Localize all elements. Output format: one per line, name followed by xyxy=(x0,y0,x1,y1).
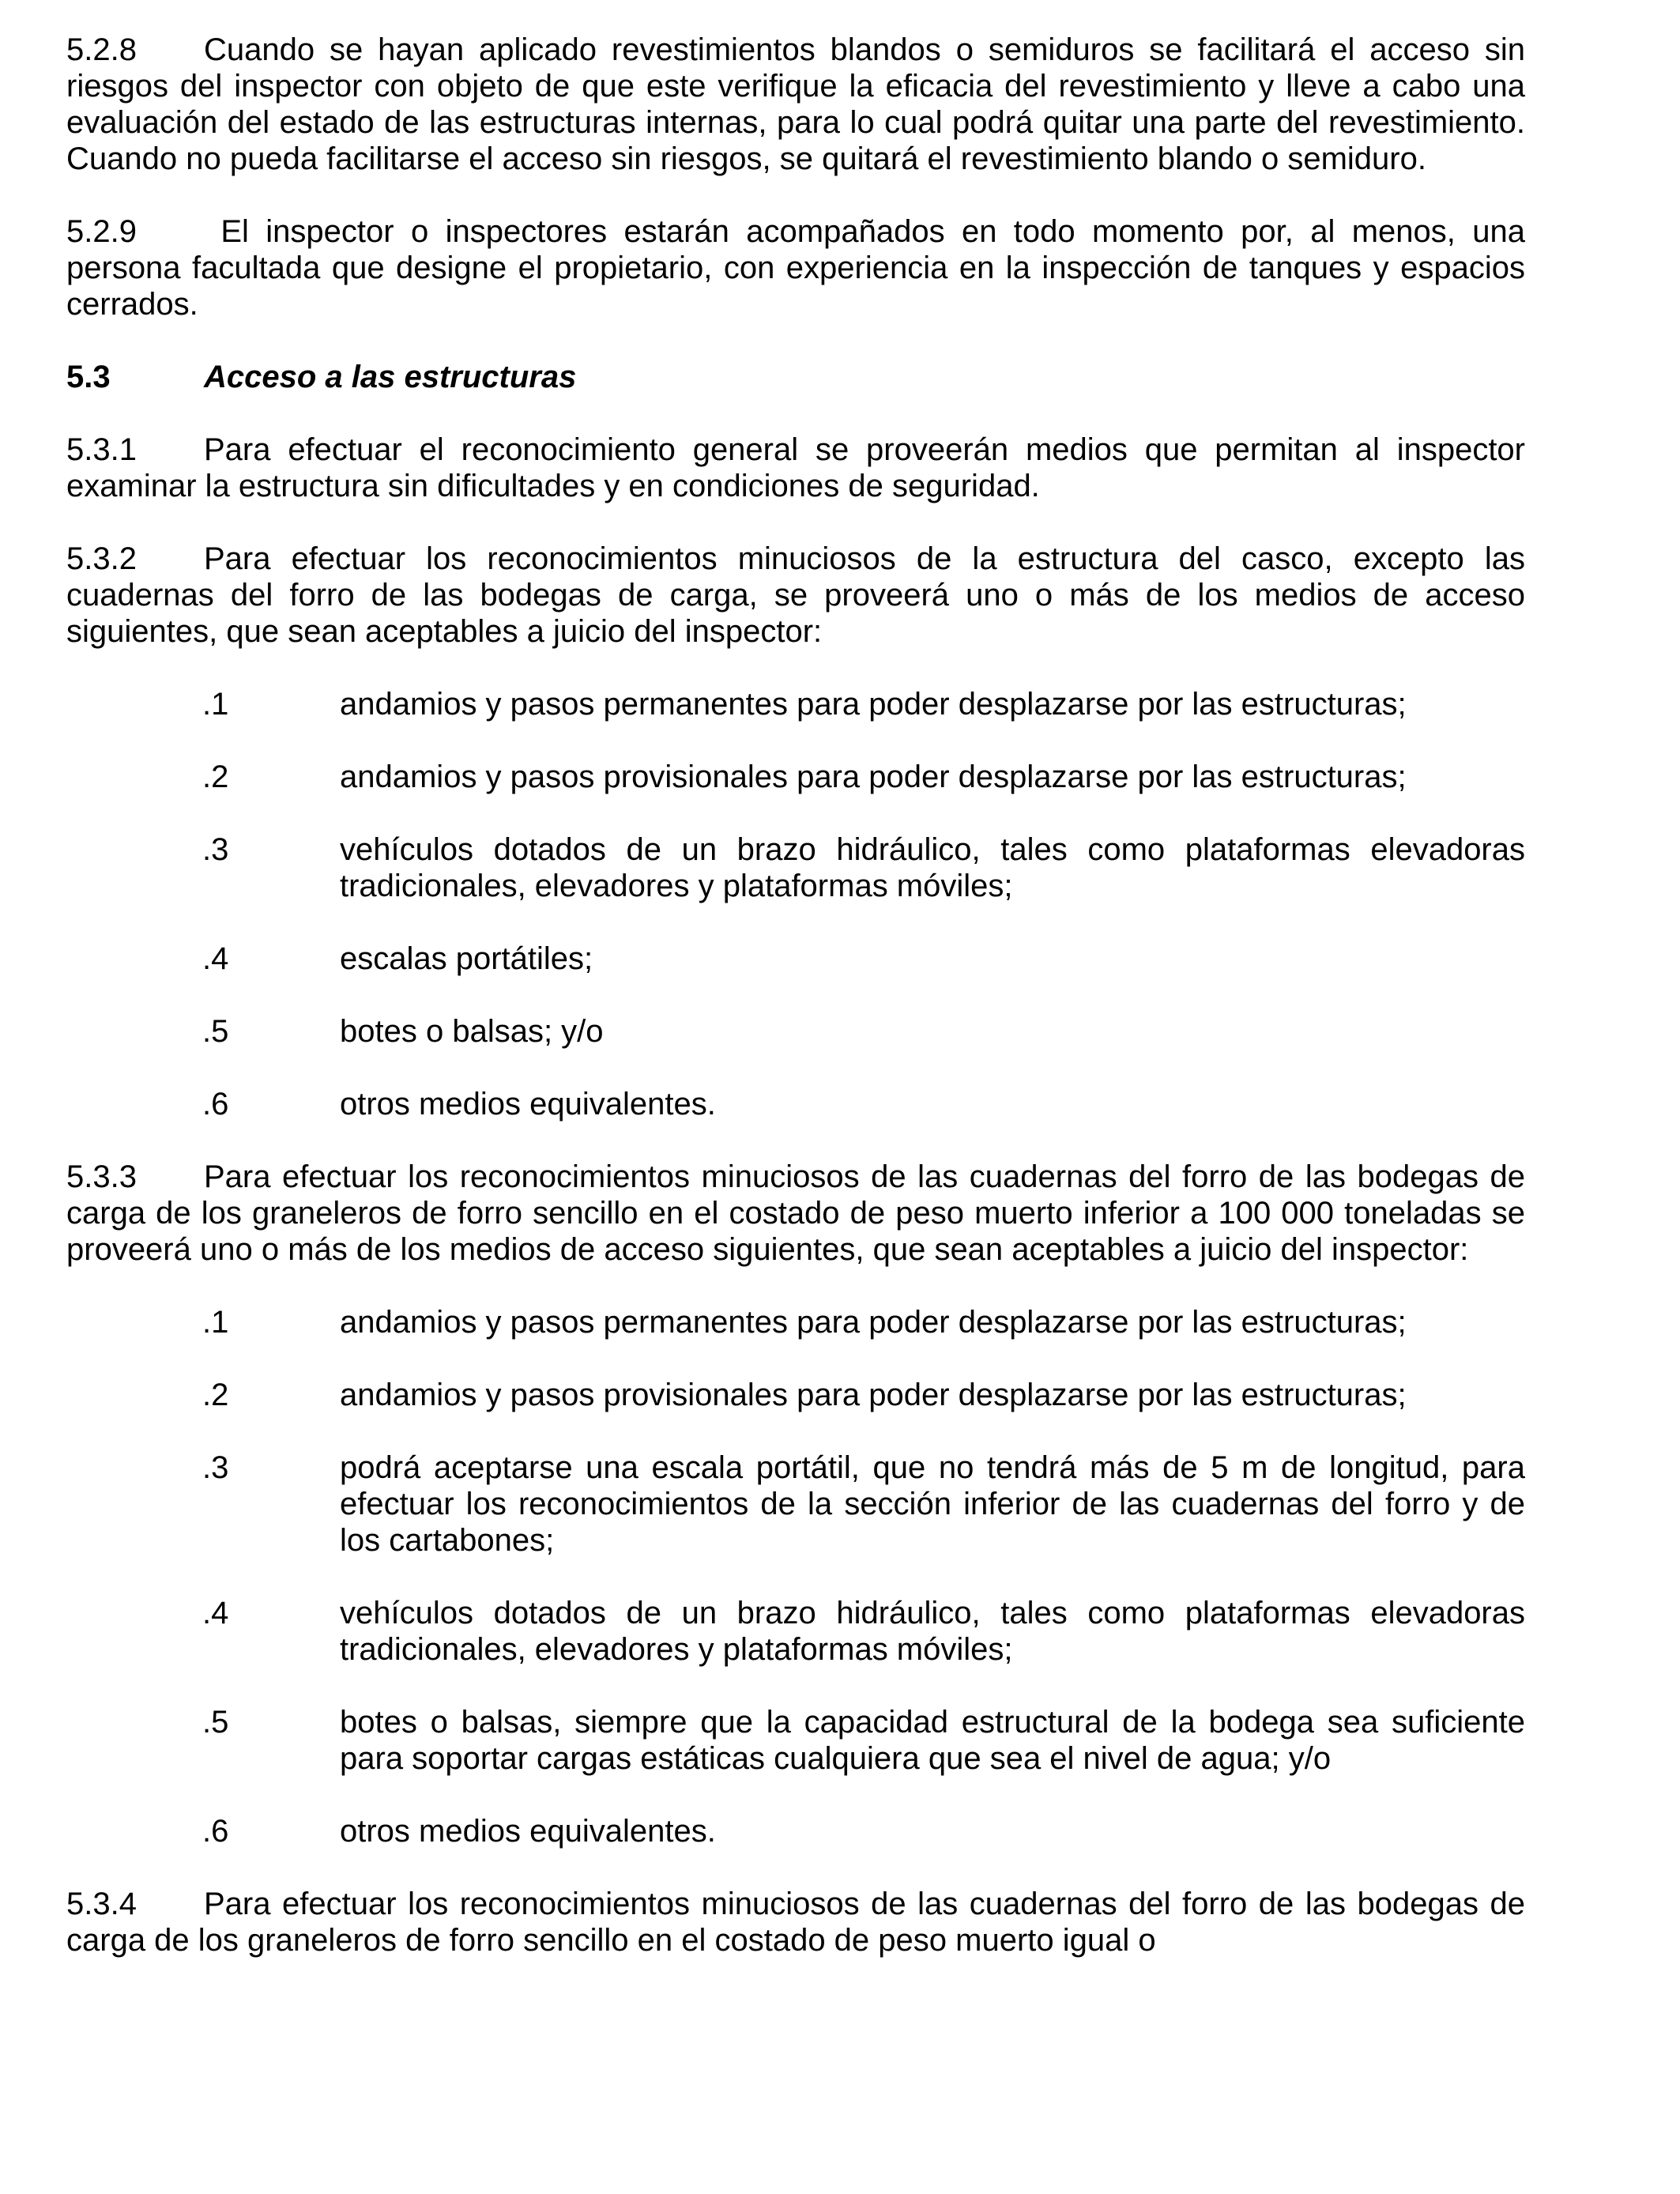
list-item-text: botes o balsas, siempre que la capacidad estructural de la bodega sea suficiente para soportar cargas estáticas cualquiera que sea el nivel de agua; y/o xyxy=(340,1705,1525,1776)
paragraph-number: 5.2.8 xyxy=(66,32,137,67)
list-item xyxy=(66,1595,1525,1668)
paragraph-text: Para efectuar los reconocimientos minuciosos de las cuadernas del forro de las bodegas de carga de los graneleros de forro sencillo en el costado de peso muerto igual o xyxy=(66,1887,1525,1958)
list-item xyxy=(66,941,1525,977)
section-title: Acceso a las estructuras xyxy=(204,360,577,394)
access-means-list-5-3-3 xyxy=(66,1304,1525,1849)
list-item-number: .6 xyxy=(202,1087,229,1122)
list-item-number: .6 xyxy=(202,1814,229,1849)
list-item xyxy=(66,1813,1525,1849)
access-means-list-5-3-2 xyxy=(66,686,1525,1122)
paragraph-number: 5.2.9 xyxy=(66,214,137,249)
list-item-number: .2 xyxy=(202,1378,229,1412)
list-item xyxy=(66,831,1525,904)
list-item xyxy=(66,1377,1525,1413)
paragraph-text: Para efectuar los reconocimientos minuciosos de la estructura del casco, excepto las cuadernas del forro de las bodegas de carga, se proveerá uno o más de los medios de acceso siguientes, que sean aceptables a juicio del inspector: xyxy=(66,541,1525,649)
list-item-text: botes o balsas; y/o xyxy=(340,1014,604,1049)
list-item-text: vehículos dotados de un brazo hidráulico, tales como plataformas elevadoras tradicionales, elevadores y plataformas móviles; xyxy=(340,832,1525,903)
list-item-number: .4 xyxy=(202,1596,229,1630)
section-heading-5-3 xyxy=(66,359,1525,395)
list-item xyxy=(66,686,1525,722)
list-item-text: otros medios equivalentes. xyxy=(340,1814,716,1849)
list-item-number: .5 xyxy=(202,1014,229,1049)
list-item-text: vehículos dotados de un brazo hidráulico, tales como plataformas elevadoras tradicionales, elevadores y plataformas móviles; xyxy=(340,1596,1525,1667)
list-item-number: .5 xyxy=(202,1705,229,1740)
list-item xyxy=(66,1086,1525,1122)
paragraph-text: Para efectuar los reconocimientos minuciosos de las cuadernas del forro de las bodegas de carga de los graneleros de forro sencillo en el costado de peso muerto inferior a 100 000 toneladas se proveerá uno o más de los medios de acceso siguientes, que sean aceptables a juicio del inspector: xyxy=(66,1159,1525,1267)
list-item-number: .1 xyxy=(202,1305,229,1340)
section-number: 5.3 xyxy=(66,360,111,394)
document-page xyxy=(66,32,1525,1995)
list-item xyxy=(66,1449,1525,1559)
list-item-text: andamios y pasos permanentes para poder desplazarse por las estructuras; xyxy=(340,1305,1407,1340)
list-item-number: .1 xyxy=(202,687,229,722)
paragraph-5-3-2 xyxy=(66,541,1525,650)
paragraph-5-3-1 xyxy=(66,432,1525,504)
paragraph-5-3-4 xyxy=(66,1886,1525,1958)
paragraph-number: 5.3.4 xyxy=(66,1887,137,1921)
list-item-text: otros medios equivalentes. xyxy=(340,1087,716,1122)
list-item-number: .3 xyxy=(202,1450,229,1485)
paragraph-5-3-3 xyxy=(66,1159,1525,1268)
list-item-number: .2 xyxy=(202,760,229,794)
paragraph-5-2-8 xyxy=(66,32,1525,177)
list-item-text: andamios y pasos provisionales para poder desplazarse por las estructuras; xyxy=(340,760,1407,794)
list-item xyxy=(66,1704,1525,1777)
paragraph-text: Para efectuar el reconocimiento general se proveerán medios que permitan al inspector examinar la estructura sin dificultades y en condiciones de seguridad. xyxy=(66,432,1525,503)
list-item xyxy=(66,1013,1525,1050)
list-item-text: podrá aceptarse una escala portátil, que no tendrá más de 5 m de longitud, para efectuar los reconocimientos de la sección inferior de las cuadernas del forro y de los cartabones; xyxy=(340,1450,1525,1558)
list-item xyxy=(66,1304,1525,1340)
list-item-text: andamios y pasos provisionales para poder desplazarse por las estructuras; xyxy=(340,1378,1407,1412)
paragraph-text: El inspector o inspectores estarán acompañados en todo momento por, al menos, una persona facultada que designe el propietario, con experiencia en la inspección de tanques y espacios cerrados. xyxy=(66,214,1525,322)
list-item-text: andamios y pasos permanentes para poder desplazarse por las estructuras; xyxy=(340,687,1407,722)
list-item-text: escalas portátiles; xyxy=(340,941,593,976)
list-item xyxy=(66,759,1525,795)
paragraph-number: 5.3.3 xyxy=(66,1159,137,1194)
paragraph-5-2-9 xyxy=(66,213,1525,322)
list-item-number: .4 xyxy=(202,941,229,976)
paragraph-text: Cuando se hayan aplicado revestimientos blandos o semiduros se facilitará el acceso sin riesgos del inspector con objeto de que este verifique la eficacia del revestimiento y lleve a cabo una evaluación del estado de las estructuras internas, para lo cual podrá quitar una parte del revestimiento. Cuando no pueda facilitarse el acceso sin riesgos, se quitará el revestimiento blando o semiduro. xyxy=(66,32,1525,176)
paragraph-number: 5.3.1 xyxy=(66,432,137,467)
list-item-number: .3 xyxy=(202,832,229,867)
paragraph-number: 5.3.2 xyxy=(66,541,137,576)
